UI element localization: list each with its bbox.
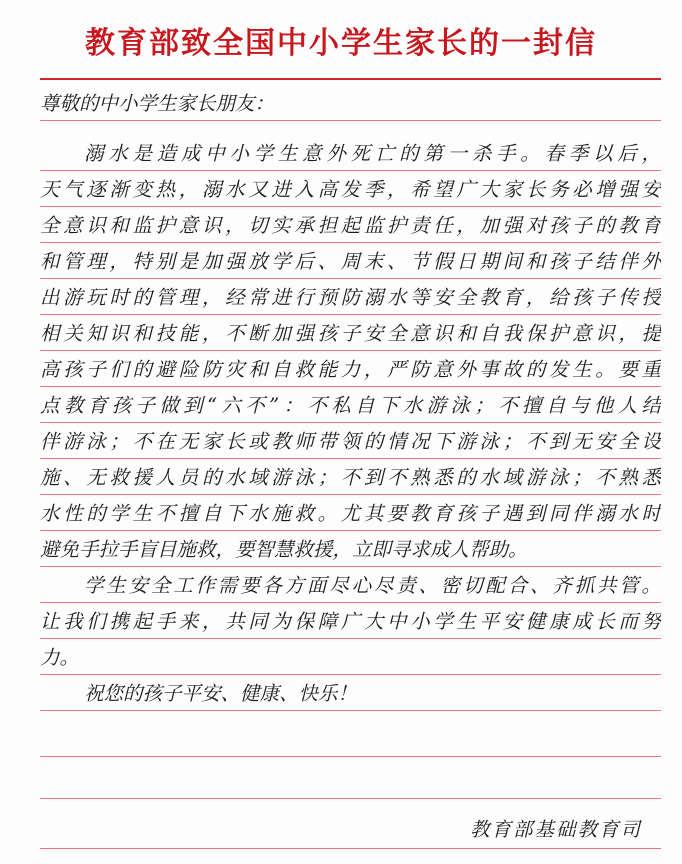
ruled-line (40, 350, 661, 351)
body-line-10: 施、无救援人员的水域游泳；不到不熟悉的水域游泳；不熟悉 (40, 466, 661, 489)
closing-wish-line: 祝您的孩子平安、健康、快乐！ (84, 682, 358, 705)
body-line-2: 天气逐渐变热，溺水又进入高发季，希望广大家长务必增强安 (40, 178, 661, 201)
ruled-line (40, 638, 661, 639)
body-line-11: 水性的学生不擅自下水施救。尤其要教育孩子遇到同伴溺水时 (40, 502, 661, 525)
ruled-line (40, 206, 661, 207)
body-line-14: 让我们携起手来，共同为保障广大中小学生平安健康成长而努 (40, 610, 661, 633)
ruled-line (40, 798, 661, 799)
body-line-1: 溺水是造成中小学生意外死亡的第一杀手。春季以后， (84, 142, 661, 165)
ruled-line (40, 494, 661, 495)
ruled-line (40, 566, 661, 567)
body-line-3: 全意识和监护意识，切实承担起监护责任，加强对孩子的教育 (40, 214, 661, 237)
body-line-13: 学生安全工作需要各方面尽心尽责、密切配合、齐抓共管。 (84, 574, 661, 597)
ruled-line (40, 120, 661, 121)
body-line-4: 和管理，特别是加强放学后、周末、节假日期间和孩子结伴外 (40, 250, 661, 273)
ruled-line (40, 314, 661, 315)
title-rule (40, 78, 661, 80)
body-line-12: 避免手拉手盲目施救，要智慧救援，立即寻求成人帮助。 (40, 538, 528, 561)
ruled-line (40, 674, 661, 675)
ruled-line (40, 278, 661, 279)
ruled-line (40, 170, 661, 171)
ruled-line (40, 386, 661, 387)
body-line-7: 高孩子们的避险防灾和自救能力，严防意外事故的发生。要重 (40, 358, 661, 381)
ruled-line (40, 422, 661, 423)
body-line-6: 相关知识和技能，不断加强孩子安全意识和自我保护意识，提 (40, 322, 661, 345)
ruled-line (40, 756, 661, 757)
letter-title: 教育部致全国中小学生家长的一封信 (85, 26, 597, 61)
ruled-line (40, 242, 661, 243)
body-line-8: 点教育孩子做到“六不”：不私自下水游泳；不擅自与他人结 (40, 394, 661, 417)
ruled-line (40, 848, 661, 849)
ruled-line (40, 530, 661, 531)
ruled-line (40, 458, 661, 459)
body-line-5: 出游玩时的管理，经常进行预防溺水等安全教育，给孩子传授 (40, 286, 661, 309)
body-line-15: 力。 (40, 646, 80, 669)
greeting-line: 尊敬的中小学生家长朋友： (40, 92, 275, 115)
ruled-line (40, 602, 661, 603)
ruled-line (40, 710, 661, 711)
signature: 教育部基础教育司 (469, 818, 642, 841)
body-line-9: 伴游泳；不在无家长或教师带领的情况下游泳；不到无安全设 (40, 430, 661, 453)
